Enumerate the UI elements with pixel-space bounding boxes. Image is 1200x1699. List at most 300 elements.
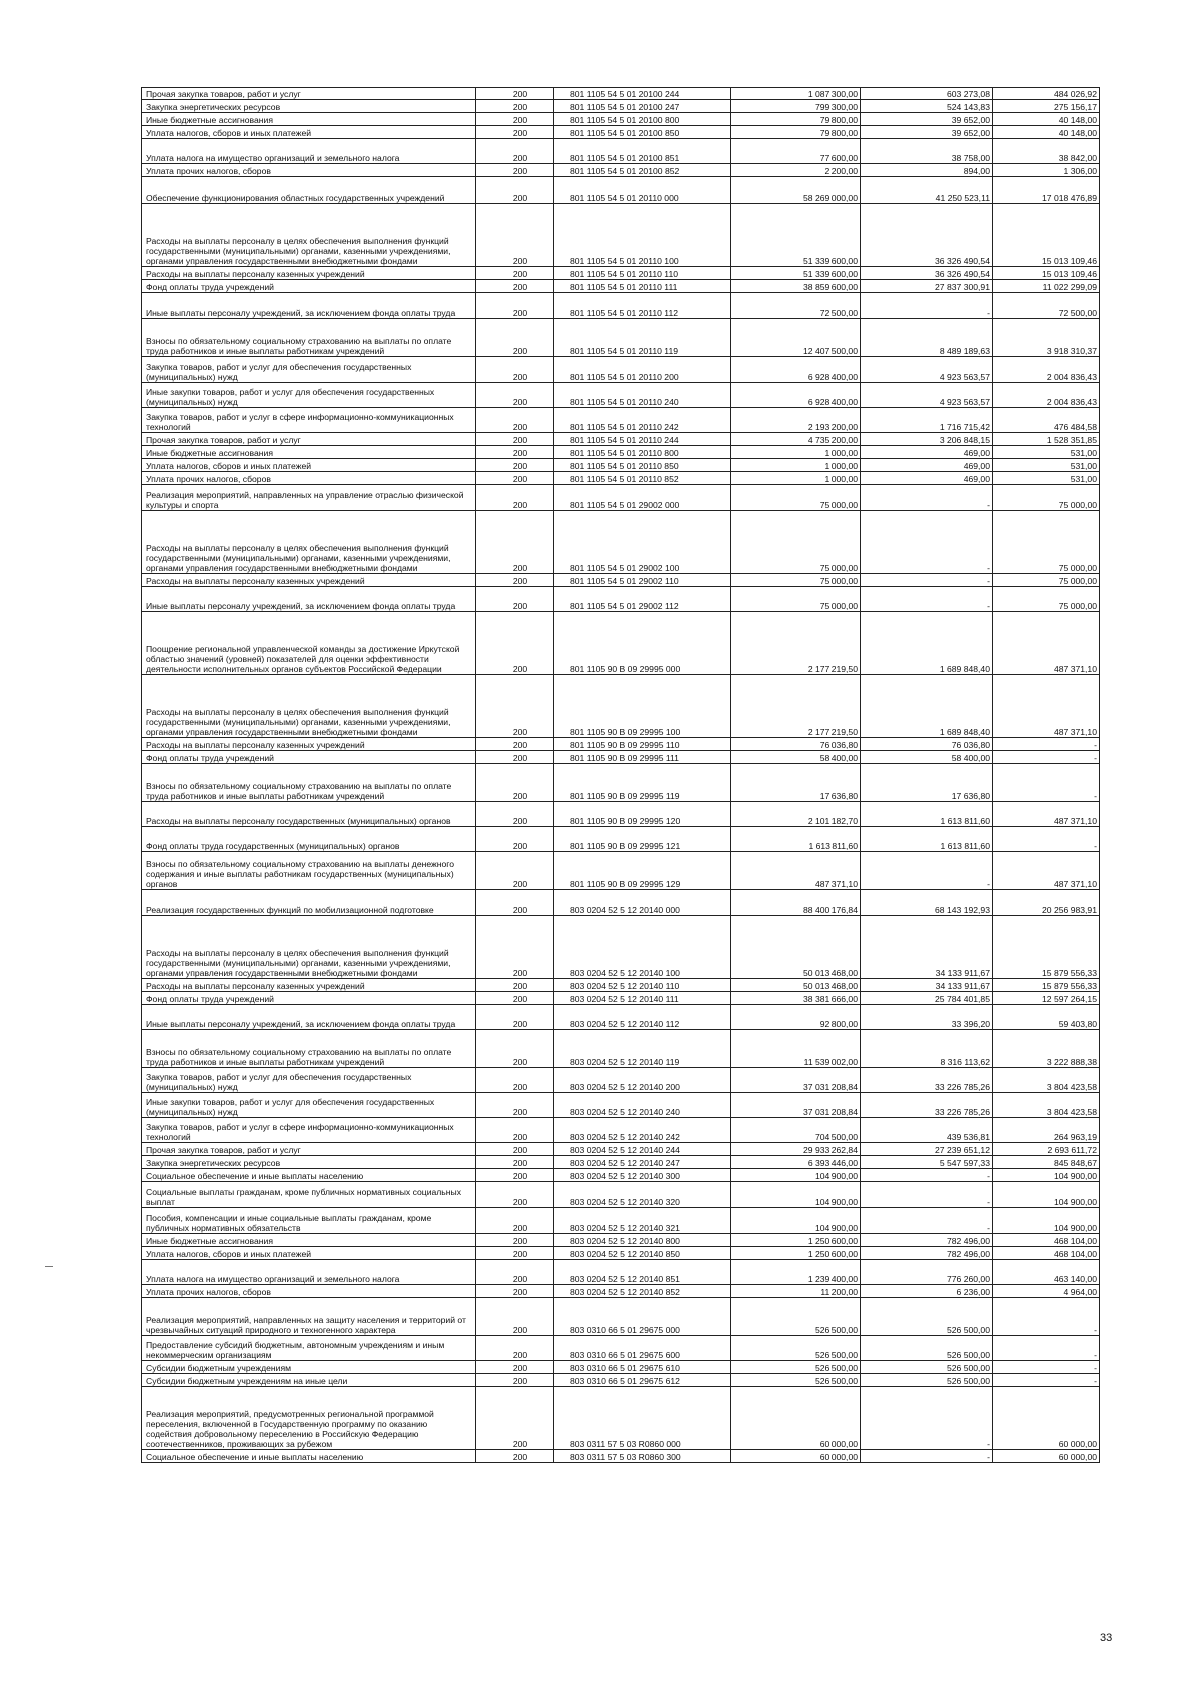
row-executed: 526 500,00 <box>861 1336 993 1361</box>
table-row <box>142 485 1100 511</box>
row-approved: 104 900,00 <box>731 1169 861 1182</box>
table-row <box>142 1285 1100 1298</box>
row-name: Взносы по обязательному социальному страхованию на выплаты по оплате труда работников и иные выплаты работникам учреждений <box>142 764 476 802</box>
row-approved: 51 339 600,00 <box>731 267 861 280</box>
row-unexecuted: 3 918 310,37 <box>993 319 1100 357</box>
row-name: Расходы на выплаты персоналу казенных учреждений <box>142 574 476 587</box>
table-row <box>142 1260 1100 1285</box>
row-approved: 526 500,00 <box>731 1374 861 1387</box>
row-approved: 104 900,00 <box>731 1208 861 1234</box>
row-code: 200 <box>476 1298 554 1336</box>
row-name: Расходы на выплаты персоналу казенных учреждений <box>142 979 476 992</box>
row-name: Уплата налога на имущество организаций и земельного налога <box>142 139 476 164</box>
table-row <box>142 1298 1100 1336</box>
row-code: 200 <box>476 802 554 827</box>
row-executed: 6 236,00 <box>861 1285 993 1298</box>
row-classification: 803 0204 52 5 12 20140 244 <box>554 1143 731 1156</box>
row-unexecuted: 38 842,00 <box>993 139 1100 164</box>
row-approved: 50 013 468,00 <box>731 916 861 979</box>
table-row <box>142 1450 1100 1463</box>
row-classification: 803 0204 52 5 12 20140 852 <box>554 1285 731 1298</box>
table-row <box>142 1234 1100 1247</box>
row-name: Уплата налогов, сборов и иных платежей <box>142 459 476 472</box>
table-row <box>142 1182 1100 1208</box>
row-name: Расходы на выплаты персоналу в целях обеспечения выполнения функций государственными (муниципальными) органами, казенными учреждениями, органами управления государственными внебюджетными фондами <box>142 675 476 738</box>
row-unexecuted: - <box>993 764 1100 802</box>
table-row <box>142 916 1100 979</box>
row-unexecuted: 487 371,10 <box>993 802 1100 827</box>
row-code: 200 <box>476 1361 554 1374</box>
row-approved: 76 036,80 <box>731 738 861 751</box>
row-unexecuted: 3 804 423,58 <box>993 1068 1100 1093</box>
row-name: Прочая закупка товаров, работ и услуг <box>142 1143 476 1156</box>
row-code: 200 <box>476 319 554 357</box>
row-unexecuted: 531,00 <box>993 472 1100 485</box>
row-executed: 33 226 785,26 <box>861 1093 993 1118</box>
row-approved: 1 250 600,00 <box>731 1247 861 1260</box>
row-approved: 2 200,00 <box>731 164 861 177</box>
row-approved: 75 000,00 <box>731 574 861 587</box>
row-code: 200 <box>476 293 554 319</box>
row-executed: 8 316 113,62 <box>861 1030 993 1068</box>
row-unexecuted: 75 000,00 <box>993 587 1100 612</box>
table-row <box>142 1374 1100 1387</box>
row-name: Поощрение региональной управленческой команды за достижение Иркутской областью значений (уровней) показателей для оценки эффективности деятельности исполнительных органов субъектов Российской Федерации <box>142 612 476 675</box>
row-executed: 603 273,08 <box>861 88 993 100</box>
row-approved: 487 371,10 <box>731 852 861 890</box>
row-code: 200 <box>476 88 554 100</box>
row-unexecuted: 845 848,67 <box>993 1156 1100 1169</box>
row-classification: 803 0204 52 5 12 20140 242 <box>554 1118 731 1143</box>
row-approved: 104 900,00 <box>731 1182 861 1208</box>
table-row <box>142 357 1100 383</box>
row-executed: 5 547 597,33 <box>861 1156 993 1169</box>
row-code: 200 <box>476 738 554 751</box>
row-unexecuted: 104 900,00 <box>993 1182 1100 1208</box>
row-approved: 6 393 446,00 <box>731 1156 861 1169</box>
row-code: 200 <box>476 383 554 408</box>
table-row <box>142 992 1100 1005</box>
row-code: 200 <box>476 459 554 472</box>
row-classification: 803 0204 52 5 12 20140 000 <box>554 890 731 916</box>
row-unexecuted: 60 000,00 <box>993 1387 1100 1450</box>
row-code: 200 <box>476 1093 554 1118</box>
row-name: Иные бюджетные ассигнования <box>142 1234 476 1247</box>
row-approved: 77 600,00 <box>731 139 861 164</box>
row-name: Расходы на выплаты персоналу в целях обеспечения выполнения функций государственными (муниципальными) органами, казенными учреждениями, органами управления государственными внебюджетными фондами <box>142 916 476 979</box>
row-code: 200 <box>476 890 554 916</box>
row-executed: 524 143,83 <box>861 100 993 113</box>
row-classification: 801 1105 54 5 01 29002 100 <box>554 511 731 574</box>
row-unexecuted: 20 256 983,91 <box>993 890 1100 916</box>
row-name: Иные закупки товаров, работ и услуг для обеспечения государственных (муниципальных) нужд <box>142 383 476 408</box>
row-classification: 801 1105 54 5 01 20110 800 <box>554 446 731 459</box>
row-name: Предоставление субсидий бюджетным, автономным учреждениям и иным некоммерческим организациям <box>142 1336 476 1361</box>
row-unexecuted: - <box>993 1298 1100 1336</box>
row-executed: - <box>861 1387 993 1450</box>
row-executed: 38 758,00 <box>861 139 993 164</box>
row-classification: 803 0204 52 5 12 20140 119 <box>554 1030 731 1068</box>
table-row <box>142 612 1100 675</box>
row-code: 200 <box>476 446 554 459</box>
row-classification: 801 1105 54 5 01 20110 850 <box>554 459 731 472</box>
row-executed: 782 496,00 <box>861 1234 993 1247</box>
row-executed: 17 636,80 <box>861 764 993 802</box>
row-classification: 801 1105 90 В 09 29995 119 <box>554 764 731 802</box>
row-classification: 803 0204 52 5 12 20140 110 <box>554 979 731 992</box>
row-code: 200 <box>476 1030 554 1068</box>
row-code: 200 <box>476 1208 554 1234</box>
row-code: 200 <box>476 992 554 1005</box>
row-unexecuted: 2 004 836,43 <box>993 357 1100 383</box>
row-approved: 2 101 182,70 <box>731 802 861 827</box>
row-executed: - <box>861 587 993 612</box>
row-unexecuted: 487 371,10 <box>993 612 1100 675</box>
row-name: Расходы на выплаты персоналу казенных учреждений <box>142 738 476 751</box>
row-name: Социальное обеспечение и иные выплаты населению <box>142 1450 476 1463</box>
row-name: Иные бюджетные ассигнования <box>142 446 476 459</box>
table-row <box>142 574 1100 587</box>
table-row <box>142 383 1100 408</box>
row-classification: 803 0204 52 5 12 20140 200 <box>554 1068 731 1093</box>
row-name: Закупка товаров, работ и услуг для обеспечения государственных (муниципальных) нужд <box>142 1068 476 1093</box>
row-approved: 79 800,00 <box>731 113 861 126</box>
row-classification: 801 1105 90 В 09 29995 111 <box>554 751 731 764</box>
row-unexecuted: 59 403,80 <box>993 1005 1100 1030</box>
row-approved: 75 000,00 <box>731 485 861 511</box>
row-approved: 799 300,00 <box>731 100 861 113</box>
row-approved: 1 250 600,00 <box>731 1234 861 1247</box>
row-executed: 34 133 911,67 <box>861 916 993 979</box>
row-classification: 801 1105 54 5 01 20110 000 <box>554 177 731 204</box>
row-approved: 29 933 262,84 <box>731 1143 861 1156</box>
row-name: Расходы на выплаты персоналу казенных учреждений <box>142 267 476 280</box>
row-approved: 51 339 600,00 <box>731 204 861 267</box>
row-approved: 11 200,00 <box>731 1285 861 1298</box>
table-row <box>142 675 1100 738</box>
row-unexecuted: 531,00 <box>993 459 1100 472</box>
table-row <box>142 293 1100 319</box>
table-row <box>142 177 1100 204</box>
row-unexecuted: 3 222 888,38 <box>993 1030 1100 1068</box>
row-code: 200 <box>476 916 554 979</box>
row-executed: - <box>861 293 993 319</box>
page-number: 33 <box>1100 1632 1113 1644</box>
row-executed: - <box>861 1208 993 1234</box>
row-executed: 36 326 490,54 <box>861 204 993 267</box>
row-code: 200 <box>476 280 554 293</box>
row-approved: 526 500,00 <box>731 1336 861 1361</box>
row-name: Уплата налогов, сборов и иных платежей <box>142 126 476 139</box>
row-approved: 38 381 666,00 <box>731 992 861 1005</box>
row-executed: 36 326 490,54 <box>861 267 993 280</box>
row-code: 200 <box>476 472 554 485</box>
row-approved: 88 400 176,84 <box>731 890 861 916</box>
table-row <box>142 1208 1100 1234</box>
row-executed: - <box>861 1450 993 1463</box>
row-approved: 72 500,00 <box>731 293 861 319</box>
row-executed: 1 613 811,60 <box>861 827 993 852</box>
row-unexecuted: 40 148,00 <box>993 113 1100 126</box>
row-name: Субсидии бюджетным учреждениям <box>142 1361 476 1374</box>
row-classification: 801 1105 90 В 09 29995 110 <box>554 738 731 751</box>
row-code: 200 <box>476 204 554 267</box>
row-executed: 1 716 715,42 <box>861 408 993 433</box>
row-unexecuted: 60 000,00 <box>993 1450 1100 1463</box>
row-name: Пособия, компенсации и иные социальные выплаты гражданам, кроме публичных нормативных обязательств <box>142 1208 476 1234</box>
row-classification: 801 1105 54 5 01 20110 100 <box>554 204 731 267</box>
row-classification: 803 0311 57 5 03 R0860 300 <box>554 1450 731 1463</box>
row-approved: 37 031 208,84 <box>731 1093 861 1118</box>
row-executed: 25 784 401,85 <box>861 992 993 1005</box>
row-classification: 803 0204 52 5 12 20140 111 <box>554 992 731 1005</box>
row-approved: 526 500,00 <box>731 1361 861 1374</box>
row-code: 200 <box>476 139 554 164</box>
row-code: 200 <box>476 433 554 446</box>
row-classification: 801 1105 54 5 01 20110 110 <box>554 267 731 280</box>
row-unexecuted: 15 013 109,46 <box>993 267 1100 280</box>
table-row <box>142 446 1100 459</box>
row-approved: 1 613 811,60 <box>731 827 861 852</box>
row-executed: 8 489 189,63 <box>861 319 993 357</box>
row-unexecuted: 264 963,19 <box>993 1118 1100 1143</box>
row-approved: 2 177 219,50 <box>731 612 861 675</box>
table-row <box>142 472 1100 485</box>
row-approved: 4 735 200,00 <box>731 433 861 446</box>
row-code: 200 <box>476 1336 554 1361</box>
row-name: Социальные выплаты гражданам, кроме публичных нормативных социальных выплат <box>142 1182 476 1208</box>
row-classification: 801 1105 54 5 01 20100 850 <box>554 126 731 139</box>
row-approved: 60 000,00 <box>731 1450 861 1463</box>
row-executed: - <box>861 485 993 511</box>
row-name: Фонд оплаты труда учреждений <box>142 992 476 1005</box>
row-code: 200 <box>476 100 554 113</box>
table-row <box>142 764 1100 802</box>
row-name: Иные выплаты персоналу учреждений, за исключением фонда оплаты труда <box>142 293 476 319</box>
row-approved: 2 177 219,50 <box>731 675 861 738</box>
row-executed: 526 500,00 <box>861 1298 993 1336</box>
row-classification: 801 1105 54 5 01 20110 244 <box>554 433 731 446</box>
row-classification: 801 1105 54 5 01 20110 852 <box>554 472 731 485</box>
row-classification: 803 0204 52 5 12 20140 112 <box>554 1005 731 1030</box>
row-executed: 782 496,00 <box>861 1247 993 1260</box>
row-unexecuted: 75 000,00 <box>993 574 1100 587</box>
row-name: Реализация государственных функций по мобилизационной подготовке <box>142 890 476 916</box>
row-approved: 92 800,00 <box>731 1005 861 1030</box>
table-row <box>142 1118 1100 1143</box>
row-approved: 17 636,80 <box>731 764 861 802</box>
row-executed: 58 400,00 <box>861 751 993 764</box>
table-row <box>142 1156 1100 1169</box>
row-classification: 801 1105 54 5 01 20110 111 <box>554 280 731 293</box>
table-row <box>142 802 1100 827</box>
row-code: 200 <box>476 764 554 802</box>
table-row <box>142 1361 1100 1374</box>
row-classification: 801 1105 54 5 01 20100 244 <box>554 88 731 100</box>
row-name: Иные закупки товаров, работ и услуг для обеспечения государственных (муниципальных) нужд <box>142 1093 476 1118</box>
row-code: 200 <box>476 1068 554 1093</box>
row-classification: 803 0204 52 5 12 20140 800 <box>554 1234 731 1247</box>
row-unexecuted: 531,00 <box>993 446 1100 459</box>
row-name: Реализация мероприятий, предусмотренных региональной программой переселения, включенной в Государственную программу по оказанию содействия добровольному переселению в Российскую Федерацию соотечественников, проживающих за рубежом <box>142 1387 476 1450</box>
row-executed: 1 689 848,40 <box>861 612 993 675</box>
row-approved: 75 000,00 <box>731 511 861 574</box>
row-code: 200 <box>476 408 554 433</box>
row-classification: 801 1105 54 5 01 20100 851 <box>554 139 731 164</box>
row-code: 200 <box>476 827 554 852</box>
table-row <box>142 139 1100 164</box>
row-code: 200 <box>476 1374 554 1387</box>
row-code: 200 <box>476 1260 554 1285</box>
row-executed: - <box>861 1169 993 1182</box>
row-classification: 801 1105 54 5 01 20100 800 <box>554 113 731 126</box>
table-row <box>142 1093 1100 1118</box>
row-name: Иные выплаты персоналу учреждений, за исключением фонда оплаты труда <box>142 587 476 612</box>
row-name: Расходы на выплаты персоналу государственных (муниципальных) органов <box>142 802 476 827</box>
row-code: 200 <box>476 164 554 177</box>
row-unexecuted: 468 104,00 <box>993 1234 1100 1247</box>
row-code: 200 <box>476 113 554 126</box>
table-row <box>142 267 1100 280</box>
row-approved: 6 928 400,00 <box>731 383 861 408</box>
row-classification: 803 0204 52 5 12 20140 100 <box>554 916 731 979</box>
row-unexecuted: 75 000,00 <box>993 485 1100 511</box>
row-code: 200 <box>476 979 554 992</box>
row-name: Уплата налога на имущество организаций и земельного налога <box>142 1260 476 1285</box>
row-classification: 801 1105 90 В 09 29995 000 <box>554 612 731 675</box>
row-name: Закупка товаров, работ и услуг в сфере информационно-коммуникационных технологий <box>142 408 476 433</box>
row-name: Расходы на выплаты персоналу в целях обеспечения выполнения функций государственными (муниципальными) органами, казенными учреждениями, органами управления государственными внебюджетными фондами <box>142 204 476 267</box>
table-row <box>142 1247 1100 1260</box>
row-executed: 34 133 911,67 <box>861 979 993 992</box>
row-name: Взносы по обязательному социальному страхованию на выплаты по оплате труда работников и иные выплаты работникам учреждений <box>142 319 476 357</box>
row-classification: 803 0204 52 5 12 20140 300 <box>554 1169 731 1182</box>
table-row <box>142 204 1100 267</box>
margin-mark <box>45 1266 53 1267</box>
row-code: 200 <box>476 1387 554 1450</box>
table-row <box>142 1336 1100 1361</box>
row-approved: 6 928 400,00 <box>731 357 861 383</box>
row-unexecuted: 468 104,00 <box>993 1247 1100 1260</box>
row-classification: 801 1105 54 5 01 20110 119 <box>554 319 731 357</box>
row-code: 200 <box>476 1005 554 1030</box>
row-classification: 803 0310 66 5 01 29675 000 <box>554 1298 731 1336</box>
table-row <box>142 319 1100 357</box>
table-row <box>142 890 1100 916</box>
row-approved: 1 000,00 <box>731 459 861 472</box>
table-row <box>142 852 1100 890</box>
table-row <box>142 1030 1100 1068</box>
row-approved: 38 859 600,00 <box>731 280 861 293</box>
row-classification: 801 1105 90 В 09 29995 100 <box>554 675 731 738</box>
row-name: Фонд оплаты труда учреждений <box>142 280 476 293</box>
table-row <box>142 408 1100 433</box>
row-code: 200 <box>476 751 554 764</box>
row-classification: 803 0310 66 5 01 29675 612 <box>554 1374 731 1387</box>
row-unexecuted: 4 964,00 <box>993 1285 1100 1298</box>
row-unexecuted: 484 026,92 <box>993 88 1100 100</box>
table-row <box>142 1169 1100 1182</box>
row-approved: 79 800,00 <box>731 126 861 139</box>
table-row <box>142 1387 1100 1450</box>
row-code: 200 <box>476 485 554 511</box>
row-code: 200 <box>476 357 554 383</box>
row-executed: 27 837 300,91 <box>861 280 993 293</box>
row-classification: 803 0204 52 5 12 20140 320 <box>554 1182 731 1208</box>
row-executed: 469,00 <box>861 472 993 485</box>
row-executed: - <box>861 511 993 574</box>
row-unexecuted: - <box>993 1336 1100 1361</box>
row-classification: 801 1105 54 5 01 20110 200 <box>554 357 731 383</box>
row-name: Закупка товаров, работ и услуг для обеспечения государственных (муниципальных) нужд <box>142 357 476 383</box>
row-code: 200 <box>476 675 554 738</box>
row-code: 200 <box>476 267 554 280</box>
row-classification: 801 1105 54 5 01 29002 000 <box>554 485 731 511</box>
row-unexecuted: - <box>993 1361 1100 1374</box>
row-approved: 1 000,00 <box>731 472 861 485</box>
row-code: 200 <box>476 1143 554 1156</box>
row-approved: 37 031 208,84 <box>731 1068 861 1093</box>
row-executed: 1 689 848,40 <box>861 675 993 738</box>
row-name: Закупка товаров, работ и услуг в сфере информационно-коммуникационных технологий <box>142 1118 476 1143</box>
row-classification: 801 1105 54 5 01 20100 852 <box>554 164 731 177</box>
row-classification: 801 1105 90 В 09 29995 120 <box>554 802 731 827</box>
row-name: Уплата прочих налогов, сборов <box>142 1285 476 1298</box>
row-unexecuted: - <box>993 738 1100 751</box>
row-executed: 894,00 <box>861 164 993 177</box>
row-executed: 39 652,00 <box>861 113 993 126</box>
row-executed: 526 500,00 <box>861 1374 993 1387</box>
table-row <box>142 459 1100 472</box>
row-unexecuted: 463 140,00 <box>993 1260 1100 1285</box>
row-unexecuted: 15 879 556,33 <box>993 979 1100 992</box>
row-executed: 439 536,81 <box>861 1118 993 1143</box>
row-unexecuted: 15 879 556,33 <box>993 916 1100 979</box>
row-code: 200 <box>476 1450 554 1463</box>
row-executed: 469,00 <box>861 459 993 472</box>
row-name: Фонд оплаты труда государственных (муниципальных) органов <box>142 827 476 852</box>
row-unexecuted: 1 528 351,85 <box>993 433 1100 446</box>
row-executed: 39 652,00 <box>861 126 993 139</box>
row-code: 200 <box>476 1247 554 1260</box>
table-row <box>142 827 1100 852</box>
row-approved: 1 087 300,00 <box>731 88 861 100</box>
table-row <box>142 738 1100 751</box>
row-executed: 33 226 785,26 <box>861 1068 993 1093</box>
row-unexecuted: 476 484,58 <box>993 408 1100 433</box>
row-classification: 803 0204 52 5 12 20140 850 <box>554 1247 731 1260</box>
row-unexecuted: 17 018 476,89 <box>993 177 1100 204</box>
row-classification: 801 1105 54 5 01 20110 242 <box>554 408 731 433</box>
row-executed: 68 143 192,93 <box>861 890 993 916</box>
row-executed: 41 250 523,11 <box>861 177 993 204</box>
row-code: 200 <box>476 1156 554 1169</box>
row-approved: 50 013 468,00 <box>731 979 861 992</box>
row-unexecuted: 104 900,00 <box>993 1208 1100 1234</box>
row-name: Социальное обеспечение и иные выплаты населению <box>142 1169 476 1182</box>
row-name: Субсидии бюджетным учреждениям на иные цели <box>142 1374 476 1387</box>
row-name: Реализация мероприятий, направленных на управление отраслью физической культуры и спорта <box>142 485 476 511</box>
row-code: 200 <box>476 1234 554 1247</box>
row-name: Прочая закупка товаров, работ и услуг <box>142 88 476 100</box>
row-name: Уплата прочих налогов, сборов <box>142 164 476 177</box>
row-unexecuted: 104 900,00 <box>993 1169 1100 1182</box>
table-row <box>142 164 1100 177</box>
row-unexecuted: 2 004 836,43 <box>993 383 1100 408</box>
row-classification: 801 1105 90 В 09 29995 129 <box>554 852 731 890</box>
row-name: Взносы по обязательному социальному страхованию на выплаты по оплате труда работников и иные выплаты работникам учреждений <box>142 1030 476 1068</box>
row-classification: 803 0204 52 5 12 20140 240 <box>554 1093 731 1118</box>
